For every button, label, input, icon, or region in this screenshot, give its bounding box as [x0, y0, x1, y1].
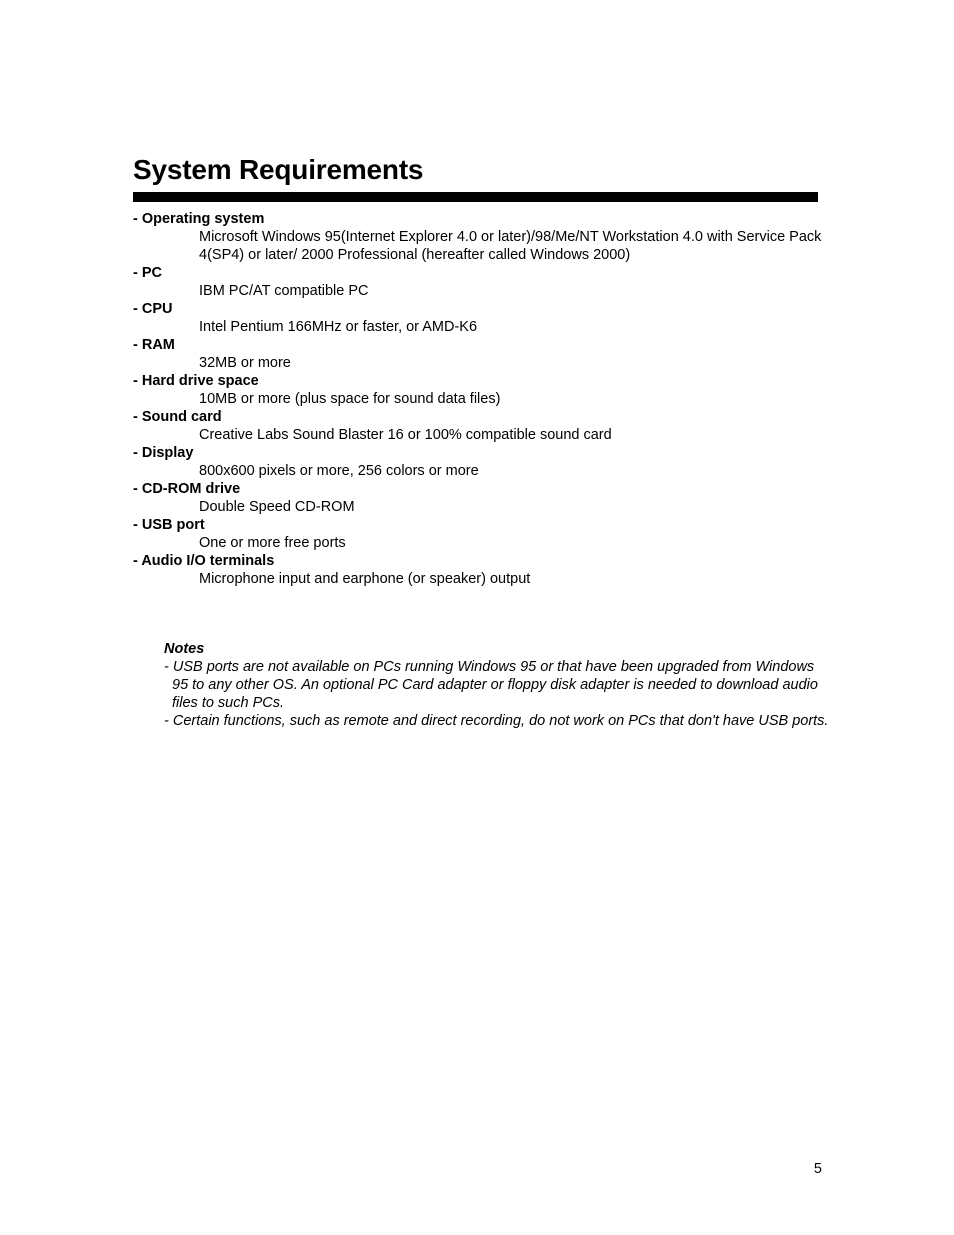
requirement-label: - Operating system [133, 211, 265, 227]
requirement-label: - Audio I/O terminals [133, 553, 275, 569]
note-item: - Certain functions, such as remote and direct recording, do not work on PCs that don't have USB ports. [164, 713, 829, 729]
requirement-value: Microphone input and earphone (or speaker) output [199, 571, 531, 587]
requirement-label: - Hard drive space [133, 373, 259, 389]
requirement-value: One or more free ports [199, 535, 346, 551]
requirement-value: 800x600 pixels or more, 256 colors or more [199, 463, 479, 479]
notes-section [164, 640, 829, 730]
requirement-value: Creative Labs Sound Blaster 16 or 100% compatible sound card [199, 427, 612, 443]
requirement-operating-system [133, 210, 833, 264]
requirement-label: - CD-ROM drive [133, 481, 241, 497]
requirement-cd-rom-drive [133, 480, 833, 516]
requirement-value: Intel Pentium 166MHz or faster, or AMD-K6 [199, 319, 478, 335]
requirement-cpu [133, 300, 833, 336]
notes-heading: Notes [164, 641, 205, 657]
requirement-pc [133, 264, 833, 300]
requirement-value: 32MB or more [199, 355, 291, 371]
requirement-value: Microsoft Windows 95(Internet Explorer 4.0 or later)/98/Me/NT Workstation 4.0 with Service Pack 4(SP4) or later/ 2000 Professional (hereafter called Windows 2000) [199, 229, 822, 263]
note-item: - USB ports are not available on PCs running Windows 95 or that have been upgraded from Windows 95 to any other OS. An optional PC Card adapter or floppy disk adapter is needed to download audio files to such PCs. [164, 659, 818, 711]
requirement-label: - USB port [133, 517, 205, 533]
requirement-ram [133, 336, 833, 372]
requirement-value: Double Speed CD-ROM [199, 499, 355, 515]
page-title: System Requirements [133, 154, 424, 185]
title-rule [133, 192, 818, 202]
requirement-sound-card [133, 408, 833, 444]
page-number: 5 [813, 1161, 822, 1177]
requirement-hard-drive-space [133, 372, 833, 408]
requirement-usb-port [133, 516, 833, 552]
requirement-label: - Sound card [133, 409, 222, 425]
requirement-label: - PC [133, 265, 162, 281]
requirement-label: - RAM [133, 337, 175, 353]
requirement-label: - Display [133, 445, 194, 461]
requirement-audio-io-terminals [133, 552, 833, 588]
requirement-display [133, 444, 833, 480]
requirements-list [133, 210, 833, 588]
requirement-value: IBM PC/AT compatible PC [199, 283, 369, 299]
requirement-label: - CPU [133, 301, 173, 317]
requirement-value: 10MB or more (plus space for sound data files) [199, 391, 501, 407]
